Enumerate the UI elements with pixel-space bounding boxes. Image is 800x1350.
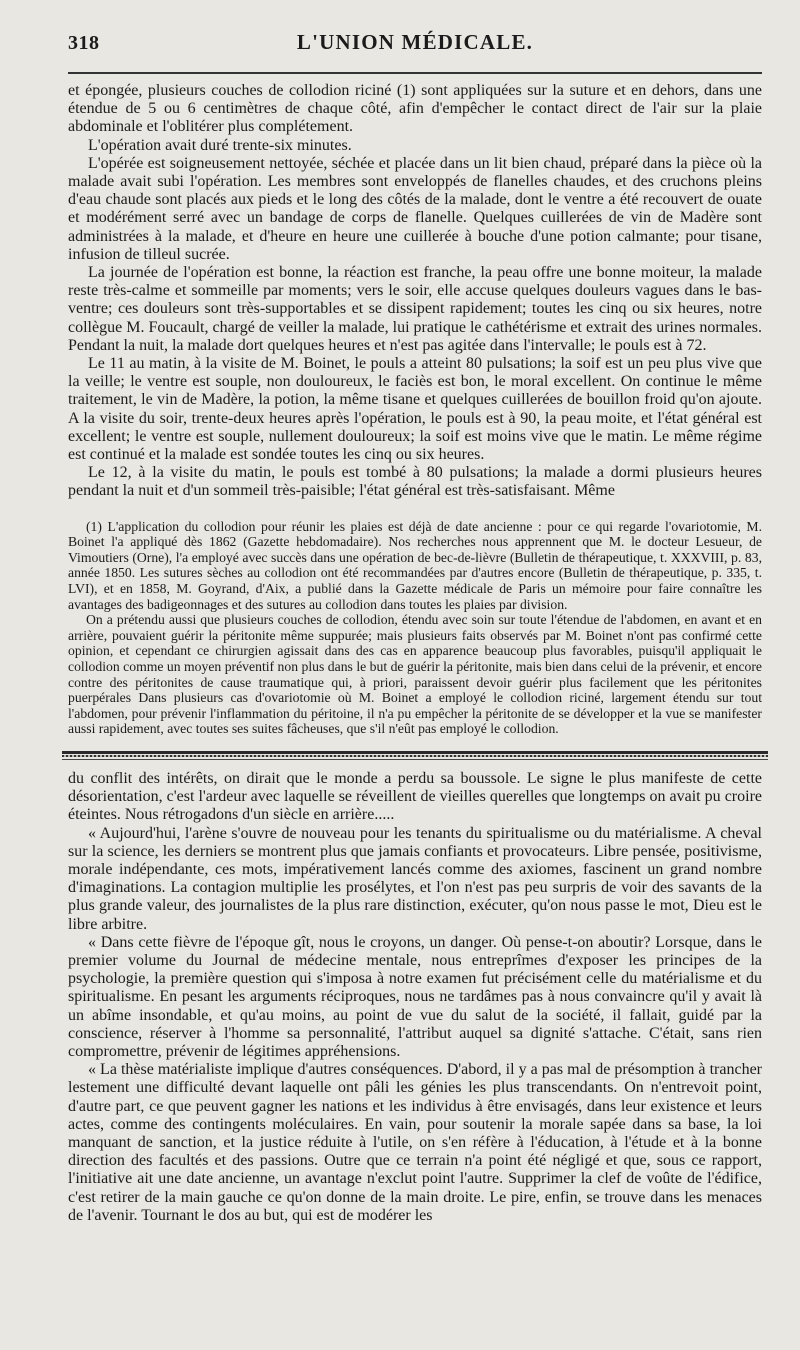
feuilleton-separator — [62, 751, 768, 760]
article-body — [68, 82, 762, 501]
feuilleton-paragraph: du conflit des intérêts, on dirait que le monde a perdu sa boussole. Le signe le plus manifeste de cette désorientation, c'est l'ardeur avec laquelle se réveillent de vieilles querelles que longtemps on avait pu croire éteintes. Nous rétrogadons d'un siècle en arrière..... — [68, 769, 762, 824]
feuilleton-paragraph: « Aujourd'hui, l'arène s'ouvre de nouveau pour les tenants du spiritualisme ou du matérialisme. A cheval sur la science, les derniers se montrent plus que jamais confiants et provocateurs. Libre pensée, positivisme, morale indépendante, ces mots, impérativement lancés comme des axiomes, fascinent un grand nombre d'imaginations. La contagion multiplie les prosélytes, et l'on n'est pas peu surpris de voir des savants de la plus grande valeur, des journalistes de la plus rare distinction, exécuter, qu'on nous passe le mot, Dieu est le libre arbitre. — [68, 824, 762, 933]
footnote-paragraph: (1) L'application du collodion pour réunir les plaies est déjà de date ancienne : pour ce qui regarde l'ovariotomie, M. Boinet l'a appliqué dès 1862 (Gazette hebdomadaire). Nos recherches nous apprennent que M. le docteur Lesueur, de Vimoutiers (Orne), l'a employé avec succès dans une opération de bec-de-lièvre (Bulletin de thérapeutique, t. XXXVIII, p. 83, année 1850. Les sutures sèches au collodion ont été recommandées par d'autres encore (Bulletin de thérapeutique, p. 335, t. LVI), et en 1858, M. Goyrand, d'Aix, a publié dans la Gazette médicale de Paris un mémoire pour faire connaître les avantages des badigeonnages et des sutures au collodion dans toutes les plaies par division. — [68, 518, 762, 612]
article-paragraph: Le 11 au matin, à la visite de M. Boinet, le pouls a atteint 80 pulsations; la soif est un peu plus vive que la veille; le ventre est souple, non douloureux, le faciès est bon, le moral excellent. On continue le même traitement, le vin de Madère, la potion, la même tisane et quelques cuillerées de bouillon froid qu'on ajoute. A la visite du soir, trente-deux heures après l'opération, le pouls est à 90, la peau moite, et l'état général est excellent; le ventre est souple, nullement douloureux; la soif est moins vive que le matin. Le même régime est continué et la malade est sondée toutes les cinq ou six heures. — [68, 355, 762, 464]
feuilleton-paragraph: « La thèse matérialiste implique d'autres conséquences. D'abord, il y a pas mal de présomption à trancher lestement une difficulté devant laquelle ont pâli les génies les plus transcendants. On n'entrevoit point, d'autre part, ce que peuvent gagner les nations et les individus à être envisagés, dans leur existence et leurs actes, comme des contingents moléculaires. En vain, pour soutenir la morale sapée dans sa base, la loi manquant de sanction, et la justice réduite à l'utile, on s'en réfère à l'éducation, à l'étude et à la bonne direction des facultés et des passions. Outre que ce terrain n'a point été négligé et que, sous ce rapport, l'initiative ait une date ancienne, un avantage n'exclut point l'autre. Supprimer la clef de voûte de l'édifice, c'est retirer de la main gauche ce qu'on donne de la main droite. Le pire, enfin, se trouve dans les menaces de l'avenir. Tournant le dos au but, qui est de modérer les — [68, 1061, 762, 1224]
footnote-paragraph: On a prétendu aussi que plusieurs couches de collodion, étendu avec soin sur toute l'étendue de l'abdomen, en avant et en arrière, pouvaient guérir la péritonite même suppurée; mais plusieurs faits observés par M. Boinet n'ont pas confirmé cette opinion, et cependant ce chirurgien agissait dans des cas en apparence beaucoup plus favorables, puisqu'il appliquait le collodion comme un moyen préventif non plus dans le but de guérir la péritonite, mais bien dans celui de la prévenir, et encore contre des péritonites de cause traumatique qui, à priori, paraissent devoir guérir plus facilement que les péritonites puerpérales Dans plusieurs cas d'ovariotomie où M. Boinet a employé le collodion riciné, largement étendu sur tout l'abdomen, pour prévenir l'inflammation du péritoine, il n'a pu empêcher la péritonite de se développer et la vue se manifester aussi rapidement, avec toutes ses suites fâcheuses, que s'il n'eût pas employé le collodion. — [68, 612, 762, 737]
article-paragraph: Le 12, à la visite du matin, le pouls est tombé à 80 pulsations; la malade a dormi plusieurs heures pendant la nuit et d'un sommeil très-paisible; l'état général est très-satisfaisant. Même — [68, 464, 762, 500]
feuilleton-paragraph: « Dans cette fièvre de l'époque gît, nous le croyons, un danger. Où pense-t-on aboutir? Lorsque, dans le premier volume du Journal de médecine mentale, nous entreprîmes d'exposer les principes de la psychologie, la première question qui s'imposa à notre examen fut précisément celle du matérialisme et du spiritualisme. En pesant les arguments réciproques, nous ne tardâmes pas à nous convaincre qu'il y avait là un abîme insondable, et qu'au moins, au point de vue du salut de la société, il fallait, guidé par la conscience, réserver à l'homme sa personnalité, l'attribut auquel sa dignité s'attache. C'était, sans rien compromettre, prévenir de légitimes appréhensions. — [68, 933, 762, 1061]
article-paragraph: La journée de l'opération est bonne, la réaction est franche, la peau offre une bonne moiteur, la malade reste très-calme et sommeille par moments; vers le soir, elle accuse quelques douleurs vagues dans le bas-ventre; ces douleurs sont très-supportables et se dissipent rapidement; toutes les cinq ou six heures, notre collègue M. Foucault, chargé de veiller la malade, lui pratique le cathétérisme et extrait des urines normales. Pendant la nuit, la malade dort quelques heures et n'est pas agitée dans l'intervalle; le pouls est à 72. — [68, 264, 762, 354]
feuilleton-body — [68, 770, 762, 1225]
page-number: 318 — [68, 32, 100, 54]
page-header — [68, 18, 762, 58]
article-paragraph: L'opération avait duré trente-six minutes. — [88, 136, 352, 154]
header-rule — [68, 72, 762, 74]
article-paragraph: L'opérée est soigneusement nettoyée, séchée et placée dans un lit bien chaud, préparé dans la pièce où la malade avait subi l'opération. Les membres sont enveloppés de flanelles chaudes, et des cruchons pleins d'eau chaude sont placés aux pieds et le long des côtés de la malade, dont le ventre a été recouvert de ouate et modérément serré avec un bandage de corps de flanelle. Quelques cuillerées de vin de Madère sont administrées à la malade, et d'heure en heure une cuillerée à bouche d'une potion calmante; pour tisane, infusion de tilleul sucrée. — [68, 154, 762, 263]
running-title: L'UNION MÉDICALE. — [296, 30, 534, 54]
footnotes — [68, 519, 762, 737]
article-paragraph: et épongée, plusieurs couches de collodion riciné (1) sont appliquées sur la suture et en dehors, dans une étendue de 5 ou 6 centimètres de chaque côté, afin d'empêcher le contact direct de l'air sur la plaie abdominale et l'oblitérer plus complétement. — [68, 82, 762, 136]
